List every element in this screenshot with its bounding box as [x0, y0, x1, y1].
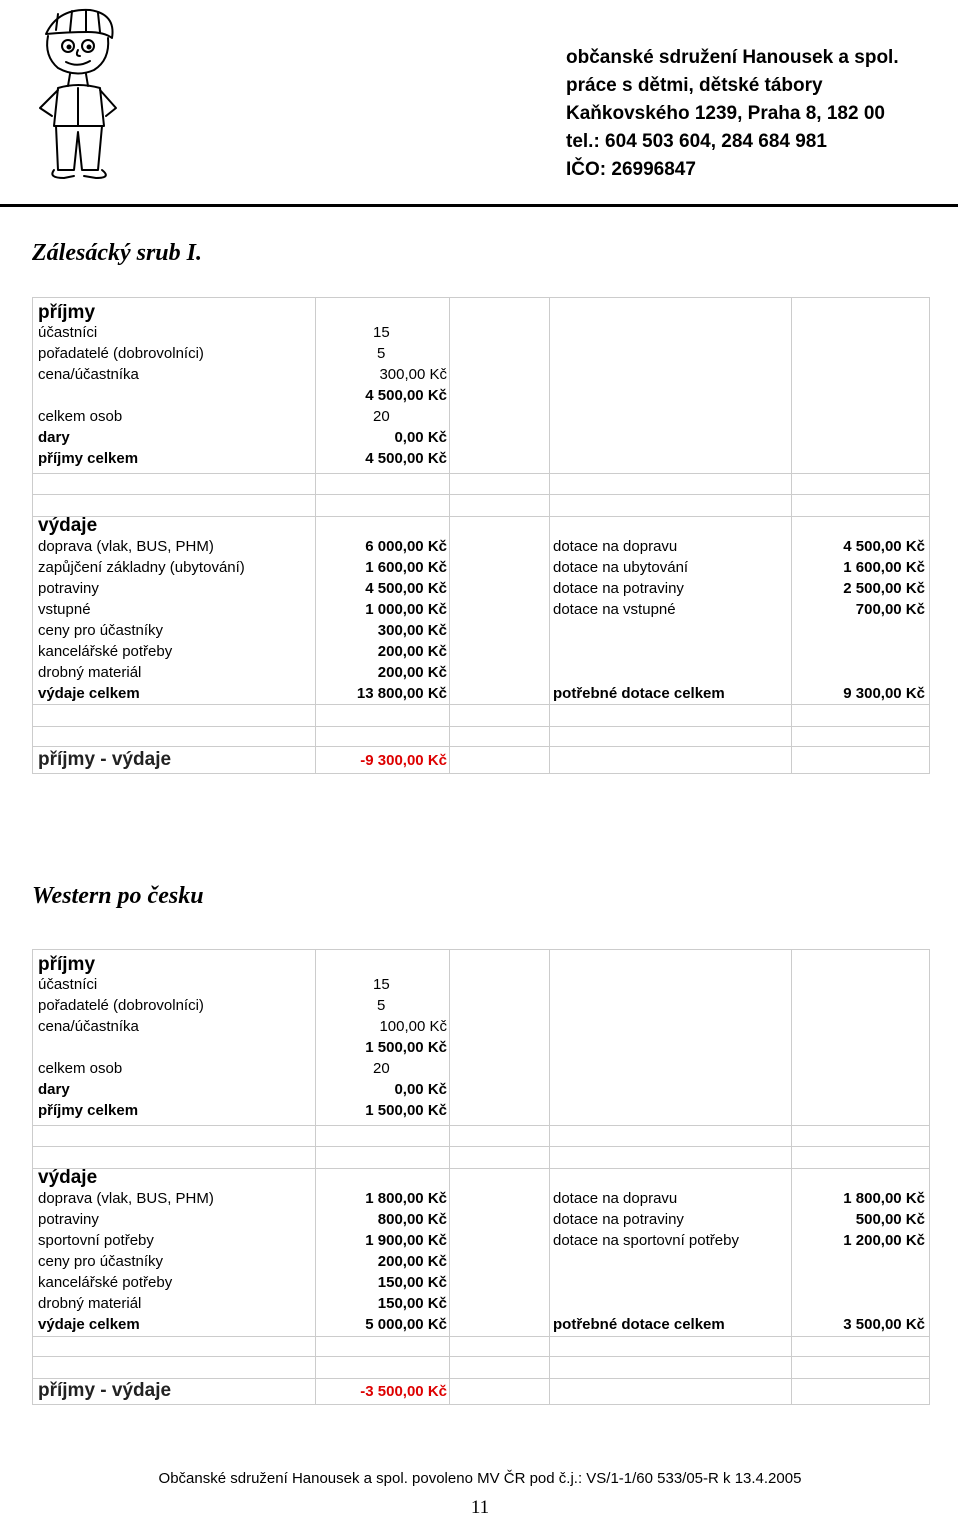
- expense-value: 1 600,00 Kč: [365, 559, 447, 576]
- header-divider: [0, 204, 958, 207]
- subsidy-total-value: 3 500,00 Kč: [843, 1316, 925, 1333]
- income-label: pořadatelé (dobrovolníci): [38, 345, 204, 362]
- expense-value: 4 500,00 Kč: [365, 580, 447, 597]
- balance-label: příjmy - výdaje: [38, 1380, 172, 1401]
- balance-value: -3 500,00 Kč: [360, 1383, 447, 1400]
- subsidy-value: 4 500,00 Kč: [843, 538, 925, 555]
- subsidy-label: dotace na potraviny: [553, 580, 684, 597]
- subsidy-label: dotace na dopravu: [553, 538, 678, 555]
- expense-value: 150,00 Kč: [377, 1295, 447, 1312]
- expense-label: potraviny: [38, 580, 99, 597]
- expense-value: 200,00 Kč: [377, 664, 447, 681]
- org-phone: tel.: 604 503 604, 284 684 981: [566, 131, 827, 152]
- section-title: Western po česku: [32, 883, 204, 909]
- subsidy-value: 1 200,00 Kč: [843, 1232, 925, 1249]
- balance-label: příjmy - výdaje: [38, 749, 172, 770]
- subsidy-total-label: potřebné dotace celkem: [553, 685, 725, 702]
- income-total-value: 1 500,00 Kč: [365, 1102, 447, 1119]
- income-value: 15: [373, 324, 390, 341]
- expense-heading: výdaje: [38, 515, 98, 536]
- income-label: účastníci: [38, 324, 98, 341]
- page-number: 11: [470, 1497, 490, 1518]
- expense-value: 200,00 Kč: [377, 643, 447, 660]
- income-value: 300,00 Kč: [379, 366, 447, 383]
- expense-total-value: 13 800,00 Kč: [356, 685, 447, 702]
- income-value: 1 500,00 Kč: [365, 1039, 447, 1056]
- expense-label: drobný materiál: [38, 1295, 142, 1312]
- budget-table: [32, 949, 930, 1405]
- income-heading: příjmy: [38, 954, 96, 975]
- income-label: účastníci: [38, 976, 98, 993]
- logo-illustration: [28, 4, 128, 184]
- income-label: celkem osob: [38, 408, 123, 425]
- expense-label: kancelářské potřeby: [38, 1274, 173, 1291]
- income-value: 0,00 Kč: [394, 1081, 447, 1098]
- expense-value: 300,00 Kč: [377, 622, 447, 639]
- income-label: pořadatelé (dobrovolníci): [38, 997, 204, 1014]
- subsidy-total-value: 9 300,00 Kč: [843, 685, 925, 702]
- expense-value: 6 000,00 Kč: [365, 538, 447, 555]
- org-name: občanské sdružení Hanousek a spol.: [566, 47, 899, 68]
- income-value: 20: [373, 1060, 390, 1077]
- income-value: 4 500,00 Kč: [365, 387, 447, 404]
- subsidy-label: dotace na potraviny: [553, 1211, 684, 1228]
- subsidy-value: 500,00 Kč: [855, 1211, 925, 1228]
- income-value: 20: [373, 408, 390, 425]
- expense-heading: výdaje: [38, 1167, 98, 1188]
- income-label: dary: [38, 1081, 70, 1098]
- expense-value: 150,00 Kč: [377, 1274, 447, 1291]
- expense-total-label: výdaje celkem: [38, 685, 140, 702]
- income-label: cena/účastníka: [38, 366, 139, 383]
- budget-table: [32, 297, 930, 774]
- income-label: dary: [38, 429, 70, 446]
- subsidy-label: dotace na sportovní potřeby: [553, 1232, 739, 1249]
- organization-header: [566, 44, 899, 184]
- expense-label: ceny pro účastníky: [38, 622, 164, 639]
- subsidy-total-label: potřebné dotace celkem: [553, 1316, 725, 1333]
- income-value: 15: [373, 976, 390, 993]
- subsidy-value: 1 800,00 Kč: [843, 1190, 925, 1207]
- subsidy-value: 1 600,00 Kč: [843, 559, 925, 576]
- expense-value: 1 900,00 Kč: [365, 1232, 447, 1249]
- expense-total-label: výdaje celkem: [38, 1316, 140, 1333]
- income-total-value: 4 500,00 Kč: [365, 450, 447, 467]
- balance-value: -9 300,00 Kč: [360, 752, 447, 769]
- expense-label: zapůjčení základny (ubytování): [38, 559, 245, 576]
- income-value: 100,00 Kč: [379, 1018, 447, 1035]
- income-value: 5: [377, 345, 386, 362]
- expense-label: doprava (vlak, BUS, PHM): [38, 1190, 214, 1207]
- section-title: Zálesácký srub I.: [32, 240, 202, 266]
- expense-value: 1 000,00 Kč: [365, 601, 447, 618]
- expense-label: drobný materiál: [38, 664, 142, 681]
- subsidy-label: dotace na dopravu: [553, 1190, 678, 1207]
- expense-value: 200,00 Kč: [377, 1253, 447, 1270]
- income-label: celkem osob: [38, 1060, 123, 1077]
- expense-label: doprava (vlak, BUS, PHM): [38, 538, 214, 555]
- income-total-label: příjmy celkem: [38, 450, 139, 467]
- org-id: IČO: 26996847: [566, 159, 696, 180]
- income-heading: příjmy: [38, 302, 96, 323]
- expense-label: sportovní potřeby: [38, 1232, 154, 1249]
- expense-value: 1 800,00 Kč: [365, 1190, 447, 1207]
- footer-text: Občanské sdružení Hanousek a spol. povoleno MV ČR pod č.j.: VS/1-1/60 533/05-R k 13.4.2005: [158, 1470, 802, 1487]
- income-label: cena/účastníka: [38, 1018, 139, 1035]
- expense-label: kancelářské potřeby: [38, 643, 173, 660]
- income-total-label: příjmy celkem: [38, 1102, 139, 1119]
- expense-label: ceny pro účastníky: [38, 1253, 164, 1270]
- expense-value: 800,00 Kč: [377, 1211, 447, 1228]
- subsidy-label: dotace na ubytování: [553, 559, 689, 576]
- org-activity: práce s dětmi, dětské tábory: [566, 75, 823, 96]
- expense-label: vstupné: [38, 601, 91, 618]
- subsidy-value: 700,00 Kč: [855, 601, 925, 618]
- income-value: 5: [377, 997, 386, 1014]
- org-address: Kaňkovského 1239, Praha 8, 182 00: [566, 103, 885, 124]
- subsidy-label: dotace na vstupné: [553, 601, 676, 618]
- subsidy-value: 2 500,00 Kč: [843, 580, 925, 597]
- income-value: 0,00 Kč: [394, 429, 447, 446]
- expense-total-value: 5 000,00 Kč: [365, 1316, 447, 1333]
- expense-label: potraviny: [38, 1211, 99, 1228]
